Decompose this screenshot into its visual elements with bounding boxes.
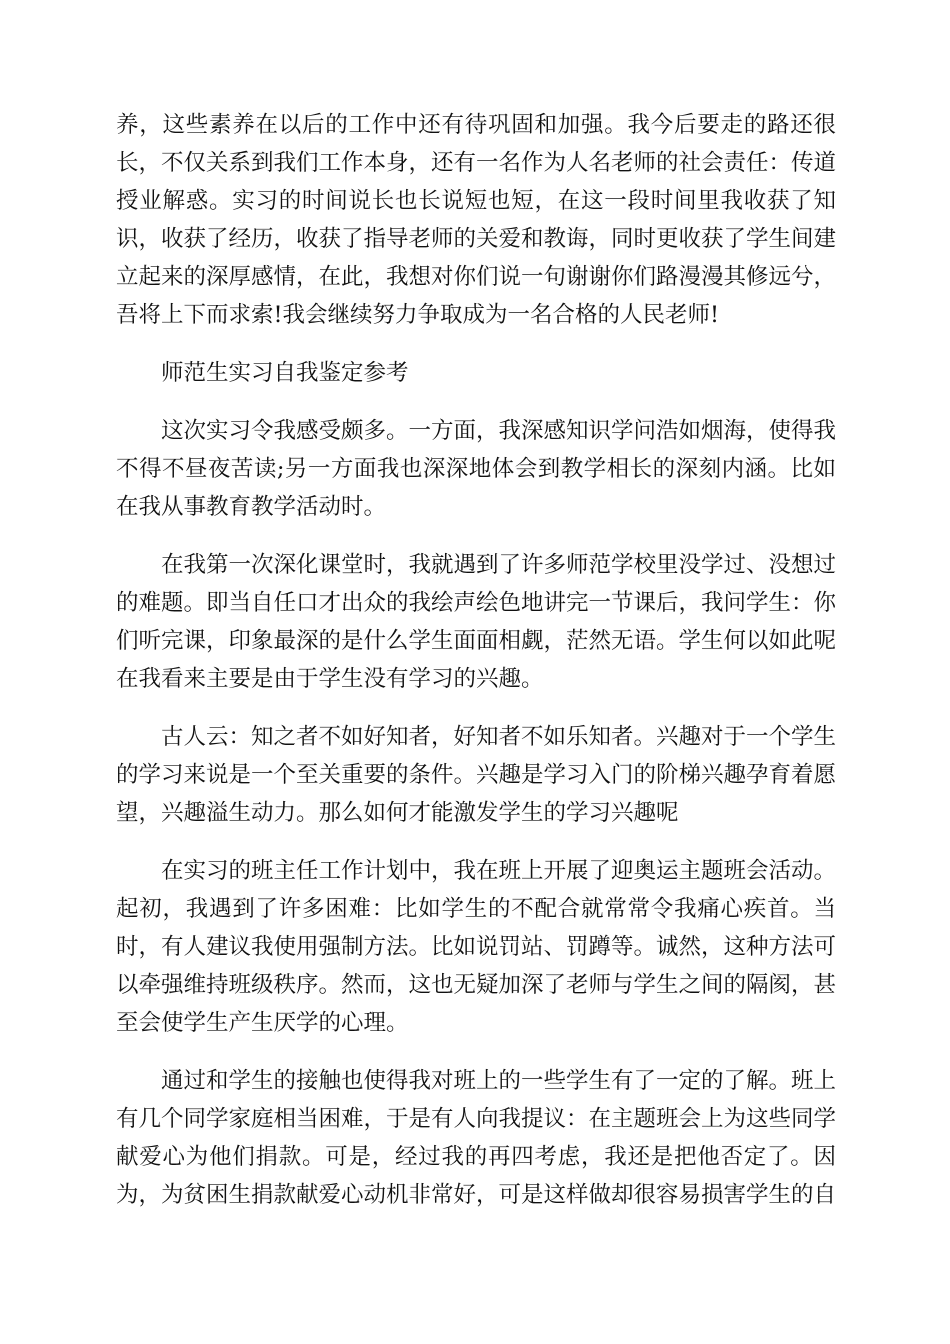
text-line: 为，为贫困生捐款献爱心动机非常好，可是这样做却很容易损害学生的自 (116, 1182, 837, 1208)
text-line: 不得不昼夜苦读;另一方面我也深深地体会到教学相长的深刻内涵。比如 (116, 456, 836, 482)
text-line: 至会使学生产生厌学的心理。 (116, 1010, 409, 1036)
text-line: 立起来的深厚感情，在此，我想对你们说一句谢谢你们路漫漫其修远兮， (116, 264, 837, 290)
text-line: 起初，我遇到了许多困难：比如学生的不配合就常常令我痛心疾首。当 (116, 896, 836, 922)
text-line: 在实习的班主任工作计划中，我在班上开展了迎奥运主题班会活动。 (161, 858, 837, 884)
text-line: 吾将上下而求索!我会继续努力争取成为一名合格的人民老师! (116, 302, 720, 328)
text-line: 的学习来说是一个至关重要的条件。兴趣是学习入门的阶梯兴趣孕育着愿 (116, 762, 837, 788)
paragraph (116, 1062, 836, 1214)
document-body (116, 106, 836, 1214)
paragraph (116, 546, 836, 698)
paragraph (116, 718, 836, 832)
text-line: 长，不仅关系到我们工作本身，还有一名作为人名老师的社会责任：传道 (116, 150, 837, 176)
text-line: 在我第一次深化课堂时，我就遇到了许多师范学校里没学过、没想过 (161, 552, 837, 578)
text-line: 的难题。即当自任口才出众的我绘声绘色地讲完一节课后，我问学生：你 (116, 590, 837, 616)
paragraph (116, 412, 836, 526)
text-line: 在我从事教育教学活动时。 (116, 494, 387, 520)
text-line: 以牵强维持班级秩序。然而，这也无疑加深了老师与学生之间的隔阂，甚 (116, 972, 837, 998)
text-line: 有几个同学家庭相当困难，于是有人向我提议：在主题班会上为这些同学 (116, 1106, 837, 1132)
text-line: 这次实习令我感受颇多。一方面，我深感知识学问浩如烟海，使得我 (161, 418, 837, 444)
text-line: 时，有人建议我使用强制方法。比如说罚站、罚蹲等。诚然，这种方法可 (116, 934, 837, 960)
text-line: 授业解惑。实习的时间说长也长说短也短，在这一段时间里我收获了知 (116, 188, 836, 214)
text-line: 通过和学生的接触也使得我对班上的一些学生有了一定的了解。班上 (161, 1068, 837, 1094)
text-line: 望，兴趣溢生动力。那么如何才能激发学生的学习兴趣呢 (116, 800, 679, 826)
paragraph (116, 852, 836, 1042)
section-title-text: 师范生实习自我鉴定参考 (161, 360, 409, 386)
text-line: 识，收获了经历，收获了指导老师的关爱和教诲，同时更收获了学生间建 (116, 226, 837, 252)
text-line: 在我看来主要是由于学生没有学习的兴趣。 (116, 666, 544, 692)
text-line: 们听完课，印象最深的是什么学生面面相觑，茫然无语。学生何以如此呢 (116, 628, 837, 654)
text-line: 养，这些素养在以后的工作中还有待巩固和加强。我今后要走的路还很 (116, 112, 836, 138)
text-line: 献爱心为他们捐款。可是，经过我的再四考虑，我还是把他否定了。因 (116, 1144, 836, 1170)
section-title (116, 354, 836, 392)
text-line: 古人云：知之者不如好知者，好知者不如乐知者。兴趣对于一个学生 (161, 724, 837, 750)
paragraph (116, 106, 836, 334)
